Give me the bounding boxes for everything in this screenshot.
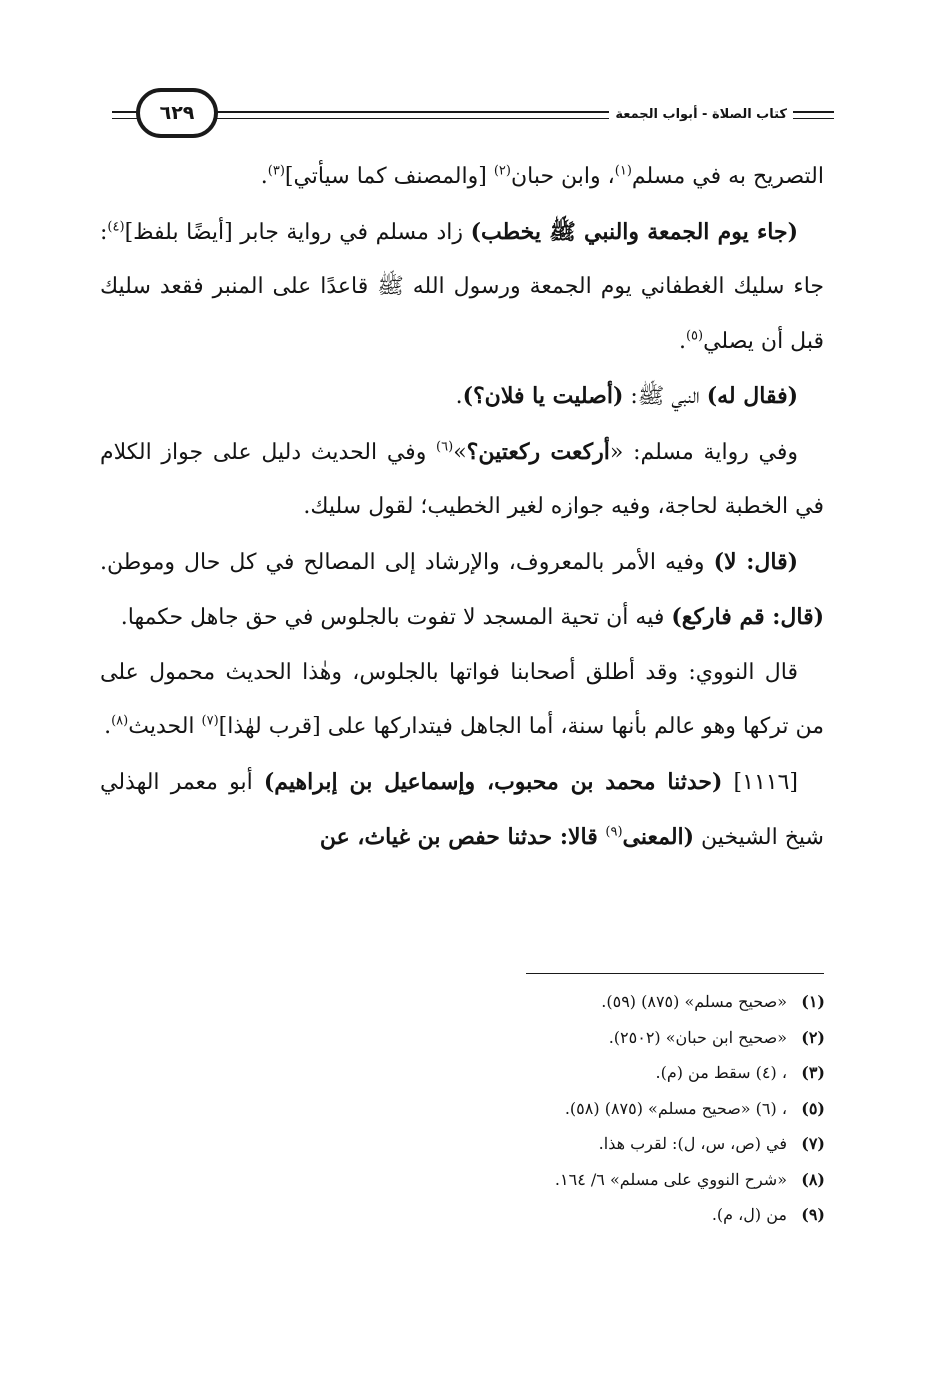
footnote-9: (٩)من (ل، م).: [711, 1205, 825, 1224]
footnote-ref: (٩): [605, 824, 623, 840]
footnote-ref: (٢): [493, 163, 511, 179]
footnote-ref: (٤): [107, 219, 125, 235]
footnote-ref: (٨): [111, 713, 129, 729]
paragraph-7: [١١١٦] (حدثنا محمد بن محبوب، وإسماعيل بن إبراهيم) أبو معمر الهذلي شيخ الشيخين (المعنى$^{(٩)}$ قالا: حدثنا حفص بن غياث، عن: [100, 768, 824, 850]
footnotes: [265, 984, 825, 1233]
paragraph-2: (جاء يوم الجمعة والنبي ﷺ يخطب) زاد مسلم في رواية جابر [أيضًا بلفظ]$^{(٤)}$: جاء سليك الغطفاني يوم الجمعة ورسول الله ﷺ قاعدًا على المنبر فقعد سليك قبل أن يصلي$^{(٥)}$.: [100, 218, 824, 354]
footnote-1: (١)«صحيح مسلم» (٨٧٥) (٥٩).: [601, 992, 825, 1011]
paragraph-4: وفي رواية مسلم: «أركعت ركعتين؟»$^{(٦)}$ وفي الحديث دليل على جواز الكلام في الخطبة لحاجة، وفيه جوازه لغير الخطيب؛ لقول سليك.: [100, 438, 824, 519]
bold-phrase: قالا: حدثنا حفص بن غياث، عن: [319, 824, 606, 850]
footnote-7: (٧)في (ص، س، ل): لقرب هذا.: [598, 1134, 825, 1153]
bold-phrase: (قال: لا): [713, 548, 798, 575]
bold-phrase: (المعنى: [622, 824, 695, 850]
footnote-ref: (٥): [685, 328, 704, 344]
footnote-separator: [526, 973, 824, 974]
footnote-ref: (٣): [267, 163, 285, 179]
footnote-ref: (٦): [436, 439, 454, 455]
running-title: كتاب الصلاة - أبواب الجمعة: [609, 107, 793, 122]
footnote-8: (٨)«شرح النووي على مسلم» ٦/ ١٦٤.: [554, 1169, 825, 1189]
footnote-ref: (١): [614, 163, 632, 179]
footnote-2: (٢)«صحيح ابن حبان» (٢٥٠٢).: [608, 1027, 825, 1047]
bold-phrase: (حدثنا محمد بن محبوب، وإسماعيل بن إبراهيم): [263, 768, 723, 795]
paragraph-3: (فقال له) النبي ﷺ: (أصليت يا فلان؟).: [455, 383, 798, 409]
bold-phrase: أركعت ركعتين؟: [466, 438, 610, 465]
footnote-3: (٣)، (٤) سقط من (م).: [655, 1063, 825, 1082]
bold-phrase: (قال: قم فاركع): [671, 604, 824, 630]
footnote-ref: (٧): [201, 713, 219, 729]
footnote-5: (٥)، (٦) «صحيح مسلم» (٨٧٥) (٥٨).: [564, 1098, 825, 1118]
bold-phrase: (فقال له): [706, 383, 798, 409]
page-number: ٦٢٩: [136, 88, 218, 138]
paragraph-6: قال النووي: وقد أطلق أصحابنا فواتها بالجلوس، وهٰذا الحديث محمول على من تركها وهو عالم بأنها سنة، أما الجاهل فيتداركها على [قرب لهٰذا]$^{(٧)}$ الحديث$^{(٨)}$.: [100, 659, 824, 739]
paragraph-1: التصريح به في مسلم$^{(١)}$، وابن حبان$^{(٢)}$ [والمصنف كما سيأتي]$^{(٣)}$.: [260, 163, 824, 189]
bold-phrase: (أصليت يا فلان؟): [462, 383, 624, 409]
bold-phrase: (جاء يوم الجمعة والنبي ﷺ يخطب): [470, 218, 798, 245]
main-text: [100, 150, 824, 866]
paragraph-5: (قال: لا) وفيه الأمر بالمعروف، والإرشاد إلى المصالح في كل حال وموطن. (قال: قم فاركع) فيه أن تحية المسجد لا تفوت بالجلوس في حق جاهل حكمها.: [100, 548, 824, 630]
